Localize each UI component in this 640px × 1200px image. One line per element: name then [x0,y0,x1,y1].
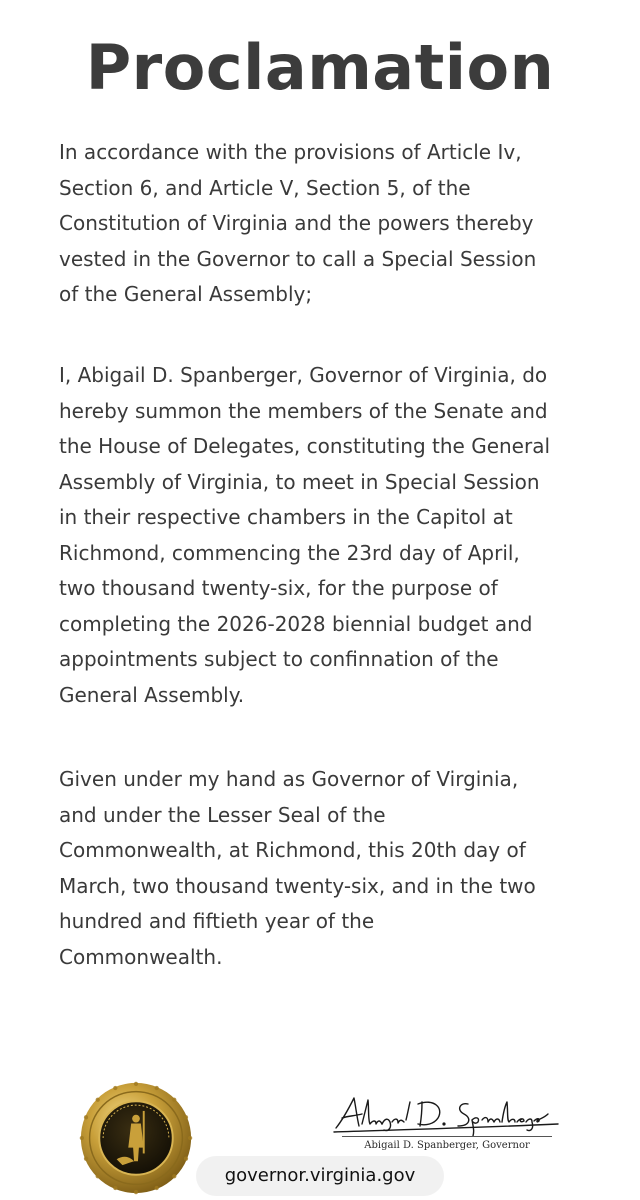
browser-url-bar[interactable]: governor.virginia.gov [196,1156,444,1196]
signature-block [332,1090,562,1160]
paragraph-summons [59,358,599,713]
paragraph-line: of the General Assembly; [59,282,313,306]
paragraph-line: appointments subject to confinnation of the [59,647,499,671]
paragraph-line: In accordance with the provisions of Article Iv, [59,140,522,164]
paragraph-line: I, Abigail D. Spanberger, Governor of Virginia, do [59,363,548,387]
paragraph-line: Richmond, commencing the 23rd day of April, [59,540,520,565]
paragraph-line: two thousand twenty-six, for the purpose of [59,576,498,600]
paragraph-line: completing the 2026-2028 biennial budget and [59,611,533,636]
paragraph-line: vested in the Governor to call a Special Session [59,246,537,271]
paragraph-line: the House of Delegates, constituting the General [59,434,551,458]
paragraph-line: Section 6, and Article V, Section 5, of the [59,175,471,200]
signature-caption: Abigail D. Spanberger, Governor [364,1140,530,1151]
paragraph-line: in their respective chambers in the Capitol at [59,505,513,529]
paragraph-line: Constitution of Virginia and the powers thereby [59,211,534,235]
paragraph-line: hereby summon the members of the Senate and [59,398,548,423]
handwritten-signature [332,1090,562,1136]
paragraph-line: Commonwealth. [59,944,223,969]
paragraph-line: Commonwealth, at Richmond, this 20th day of [59,838,526,862]
paragraph-line: hundred and fiftieth year of the [59,909,375,933]
paragraph-authority [59,135,599,313]
virginia-seal-icon [78,1080,194,1196]
paragraph-given [59,762,599,975]
paragraph-line: and under the Lesser Seal of the [59,802,386,827]
page-title: Proclamation [85,31,555,104]
paragraph-line: General Assembly. [59,682,245,707]
signature-line [342,1136,552,1137]
paragraph-line: March, two thousand twenty-six, and in the two [59,873,536,898]
paragraph-line: Given under my hand as Governor of Virginia, [59,767,519,791]
paragraph-line: Assembly of Virginia, to meet in Special Session [59,469,540,494]
